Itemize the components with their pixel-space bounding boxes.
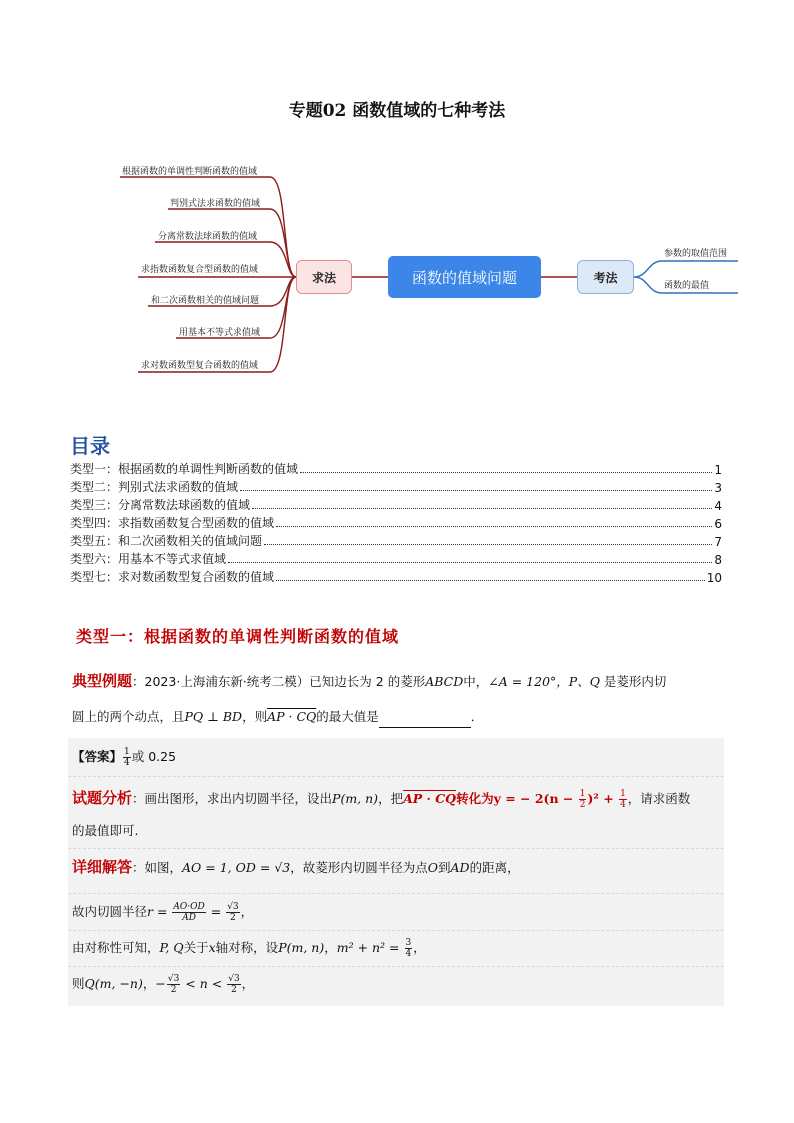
mindmap-right-item-2: 函数的最值 [664,281,710,291]
fraction-den: 2 [230,913,236,923]
toc-leader [228,561,712,563]
fraction-half [579,789,587,810]
detail-text: ， [240,904,254,919]
math-p: P(m, n) [278,940,325,955]
example-text: 中， [463,674,489,689]
math-circle-eq: m² + n² = [336,940,404,955]
divider [68,893,724,894]
fraction-sqrt3-2 [227,974,240,995]
math-p: P(m, n) [332,791,379,806]
math-minus: ，− [142,976,166,991]
toc-item-page: 3 [714,481,722,495]
toc-leader [300,471,712,473]
fraction-num: AO·OD [173,902,205,912]
fraction-num: 1 [620,789,626,799]
mindmap-right-node: 考法 [577,260,634,294]
detail-text: 由对称性可知， [72,940,160,955]
q-line [72,973,722,995]
detail-text: 故内切圆半径 [72,904,148,919]
fraction-num: 1 [579,789,586,799]
toc-item-label: 类型六：用基本不等式求值域 [70,552,227,566]
detail-text: 的距离， [469,860,520,875]
detail-text: ， [241,976,255,991]
toc-leader [252,507,712,509]
fraction-sqrt3-2 [226,902,239,923]
math-abcd: ABCD [425,674,464,689]
toc-leader [264,543,712,545]
math-x: x [208,940,216,955]
fraction-quarter [619,789,627,810]
fraction-num: √3 [167,974,180,984]
fraction-num: 3 [405,938,412,948]
math-vector-product: AP · CQ [403,791,457,806]
fraction-den: 2 [579,800,586,810]
toc-item[interactable] [70,567,722,585]
fraction-den: 2 [170,985,177,995]
mindmap-left-item-4: 求指数函数复合型函数的值域 [141,265,259,275]
mindmap-center-node: 函数的值域问题 [388,256,541,298]
toc-item-page: 7 [714,535,722,549]
divider [68,848,724,849]
fraction-num: √3 [228,974,240,984]
detail-text: 则 [72,976,85,991]
answer-fraction [123,747,131,768]
toc-leader [240,489,712,491]
analysis-text: ，把 [378,791,404,806]
section-heading: 类型一：根据函数的单调性判断函数的值域 [76,627,400,646]
fraction-num: 1 [124,747,130,757]
math-ao-od: AO = 1, OD = √3 [182,860,291,875]
fraction-den: 4 [405,949,412,959]
page-title: 专题02 函数值域的七种考法 [288,101,506,121]
math-o: O [427,860,438,875]
detail-text: ，故菱形内切圆半径为点 [290,860,428,875]
example-text: 的最大值是 [316,709,379,724]
fraction-den: 2 [231,985,237,995]
analysis-colon: ： [132,791,145,806]
analysis-text: ，请求函数 [627,791,691,806]
toc-item-label: 类型七：求对数函数型复合函数的值域 [70,570,275,584]
answer-label: 【答案】 [72,749,123,764]
math-angle: ∠A = 120° [488,674,557,689]
detail-text: 轴对称，设 [215,940,279,955]
math-expression: )² + [587,791,619,806]
math-r: r = [147,904,172,919]
example-text: 圆上的两个动点，且 [72,709,185,724]
radius-line [72,901,722,923]
math-expression: y = − 2(n − [493,791,578,806]
fraction-num: √3 [227,902,239,912]
toc-leader [276,579,705,581]
toc-heading: 目录 [70,434,110,458]
toc-item-page: 6 [714,517,722,531]
math-inequality: < n < [181,976,227,991]
toc-item[interactable] [70,513,722,531]
toc-item-page: 1 [714,463,722,477]
example-colon: ： [132,674,145,689]
toc-item-label: 类型二：判别式法求函数的值域 [70,480,239,494]
symmetry-line [72,937,722,959]
detail-text: ， [324,940,337,955]
mindmap-left-item-2: 判别式法求函数的值域 [170,199,261,209]
toc-leader [276,525,712,527]
mindmap-left-item-7: 求对数函数型复合函数的值域 [141,361,259,371]
mindmap-left-item-1: 根据函数的单调性判断函数的值域 [122,167,258,177]
math-q: Q(m, −n) [84,976,143,991]
math-eq: = [206,904,226,919]
example-problem-line2 [72,706,722,728]
toc-item-page: 8 [714,553,722,567]
mindmap-left-item-3: 分离常数法球函数的值域 [158,232,258,242]
detail-label: 详细解答 [72,858,133,876]
fraction-three-quarters [405,938,413,959]
detail-line [72,856,722,879]
mindmap-right-item-1: 参数的取值范围 [664,249,728,259]
example-text: ． [470,709,484,724]
fraction-den: 4 [124,758,130,768]
toc-item-label: 类型一：根据函数的单调性判断函数的值域 [70,462,299,476]
math-pq: P, Q [159,940,184,955]
mindmap [0,150,794,390]
detail-text: 关于 [183,940,209,955]
fraction-sqrt3-2 [167,974,180,995]
example-text: 2023·上海浦东新·统考二模）已知边长为 2 的菱形 [144,674,426,689]
mindmap-left-item-6: 用基本不等式求值域 [179,328,261,338]
toc-item-label: 类型四：求指数函数复合型函数的值域 [70,516,275,530]
toc-item[interactable] [70,477,722,495]
example-label: 典型例题 [72,672,133,690]
example-text: ，则 [242,709,268,724]
toc-item-page: 4 [714,499,722,513]
detail-text: ， [413,940,426,955]
toc-item[interactable] [70,531,722,549]
math-pq: ，P、Q [556,674,600,689]
detail-text: ：如图， [132,860,183,875]
analysis-line2: 的最值即可. [72,823,139,838]
divider [68,776,724,777]
toc-item-label: 类型五：和二次函数相关的值域问题 [70,534,263,548]
fraction-radius [172,902,205,923]
toc-item[interactable] [70,549,722,567]
example-text: 是菱形内切 [599,674,667,689]
divider [68,930,724,931]
math-ad: AD [450,860,470,875]
fraction-den: AD [182,913,196,923]
analysis-line [72,787,722,810]
analysis-text: 转化为 [456,791,494,806]
answer-line [72,746,722,768]
mindmap-left-node: 求法 [296,260,352,294]
math-perp: PQ ⊥ BD [184,709,243,724]
detail-text: 到 [438,860,451,875]
toc-item-page: 10 [706,571,722,585]
mindmap-left-item-5: 和二次函数相关的值域问题 [151,296,260,306]
math-vector-product: AP · CQ [267,709,317,724]
analysis-label: 试题分析 [72,789,133,807]
answer-tail: 或 0.25 [131,749,177,764]
fraction-den: 4 [620,800,626,810]
toc-item-label: 类型三：分离常数法球函数的值域 [70,498,251,512]
example-problem [72,670,722,693]
divider [68,966,724,967]
analysis-text: 画出图形，求出内切圆半径，设出 [144,791,333,806]
toc-item[interactable] [70,459,722,477]
answer-blank [379,713,471,728]
toc-item[interactable] [70,495,722,513]
